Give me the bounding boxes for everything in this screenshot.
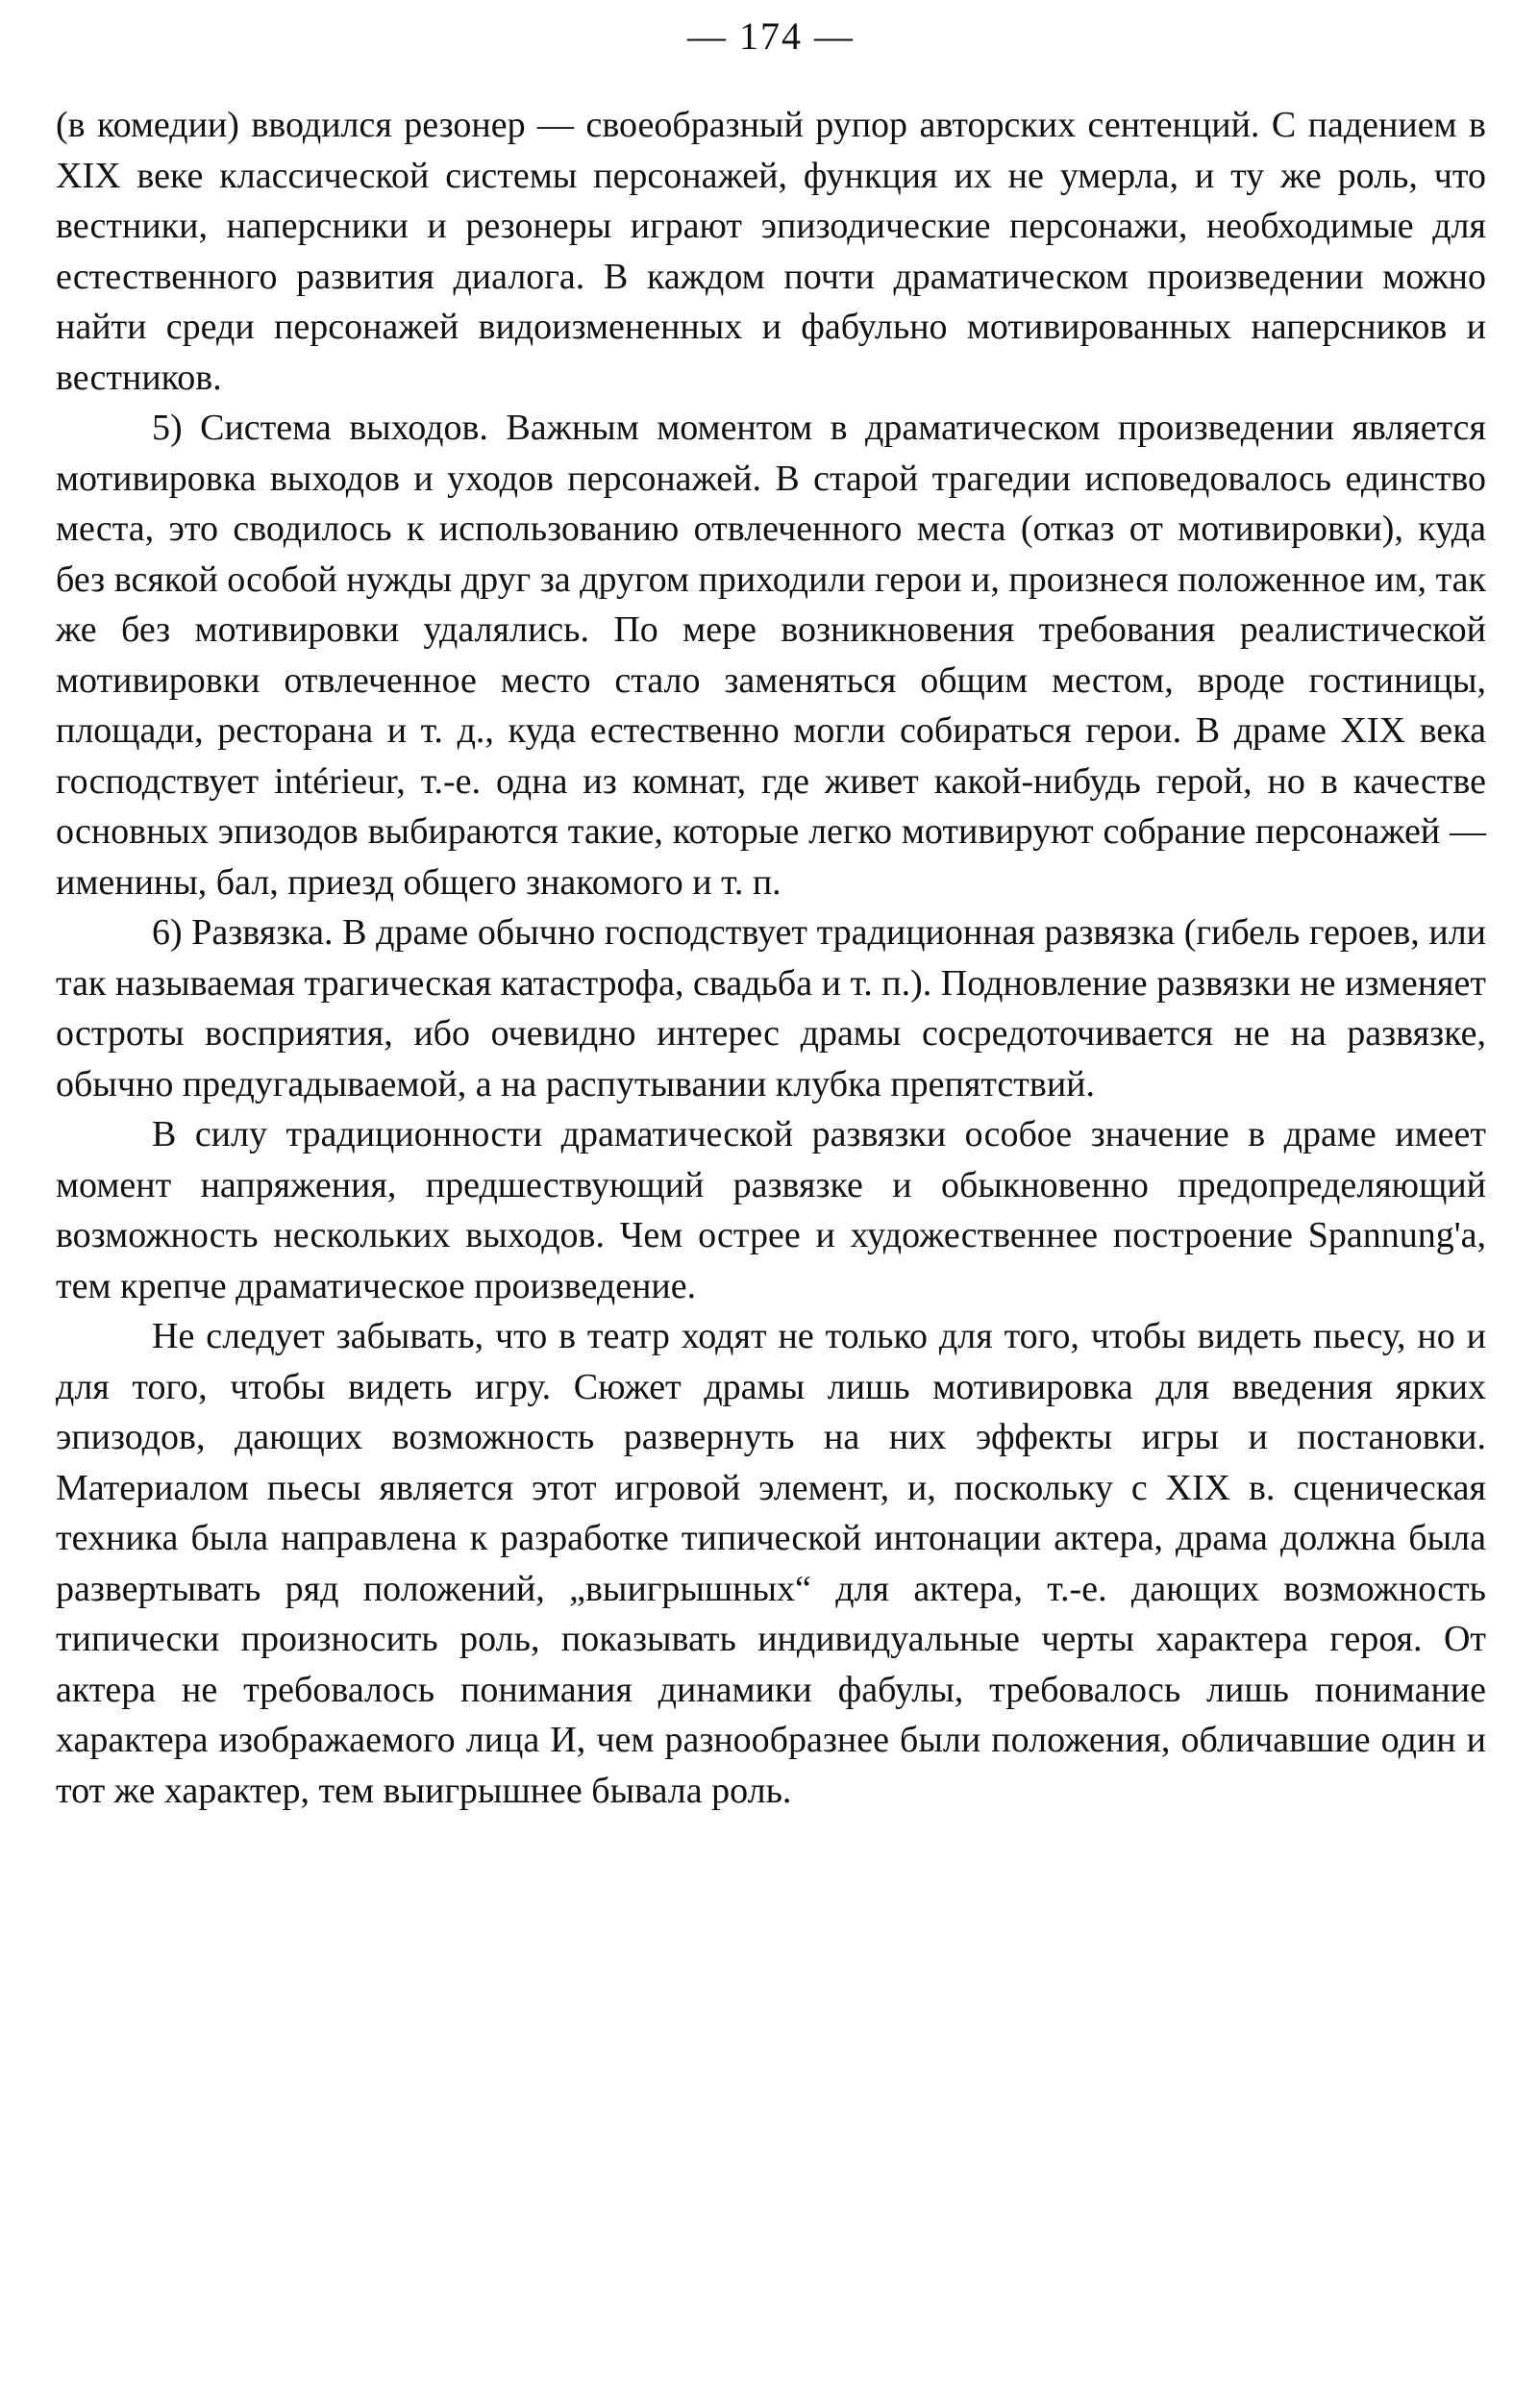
page-number: — 174 — — [687, 14, 855, 58]
paragraph-tension: В силу традиционности драматической развязки особое значение в драме имеет момент напряжения, предшествующий развязке и обыкновенно предопределяющий возможность нескольких выходов. Чем острее и художественнее построение Spannung'а, тем крепче драматическое произведение. — [56, 1114, 1486, 1306]
document-page — [56, 0, 1486, 2408]
paragraph-acting: Не следует забывать, что в театр ходят не только для того, чтобы видеть пьесу, но и для того, чтобы видеть игру. Сюжет драмы лишь мотивировка для введения ярких эпизодов, дающих возможность развернуть на них эффекты игры и постановки. Материалом пьесы является этот игровой элемент, и, поскольку с XIX в. сценическая техника была направлена к разработке типической интонации актера, драма должна была развертывать ряд положений, „выигрышных“ для актера, т.-е. дающих возможность типически произносить роль, показывать индивидуальные черты характера героя. От актера не требовалось понимания динамики фабулы, требовалось лишь понимание характера изображаемого лица И, чем разнообразнее были положения, обличавшие один и тот же характер, тем выигрышнее бывала роль. — [56, 1316, 1486, 1811]
paragraph-continuation: (в комедии) вводился резонер — своеобразный рупор авторских сентенций. С падением в XIX веке классической системы персонажей, функция их не умерла, и ту же роль, что вестники, наперсники и резонеры играют эпизодические персонажи, необходимые для естественного развития диалога. В каждом почти драматическом произведении можно найти среди персонажей видоизмененных и фабульно мотивированных наперсников и вестников. — [56, 105, 1486, 398]
paragraph-exit-system: 5) Система выходов. Важным моментом в драматическом произведении является мотивировка выходов и уходов персонажей. В старой трагедии исповедовалось единство места, это сводилось к использованию отвлеченного места (отказ от мотивировки), куда без всякой особой нужды друг за другом приходили герои и, произнеся положенное им, так же без мотивировки удалялись. По мере возникновения требования реалистической мотивировки отвлеченное место стало заменяться общим местом, вроде гостиницы, площади, ресторана и т. д., куда естественно могли собираться герои. В драме XIX века господствует intérieur, т.-е. одна из комнат, где живет какой-нибудь герой, но в качестве основных эпизодов выбираются такие, которые легко мотивируют собрание персонажей — именины, бал, приезд общего знакомого и т. п. — [56, 408, 1486, 903]
body-text — [56, 100, 1486, 1816]
paragraph-denouement: 6) Развязка. В драме обычно господствует традиционная развязка (гибель героев, или так называемая трагическая катастрофа, свадьба и т. п.). Подновление развязки не изменяет остроты восприятия, ибо очевидно интерес драмы сосредоточивается не на развязке, обычно предугадываемой, а на распутывании клубка препятствий. — [56, 912, 1486, 1105]
